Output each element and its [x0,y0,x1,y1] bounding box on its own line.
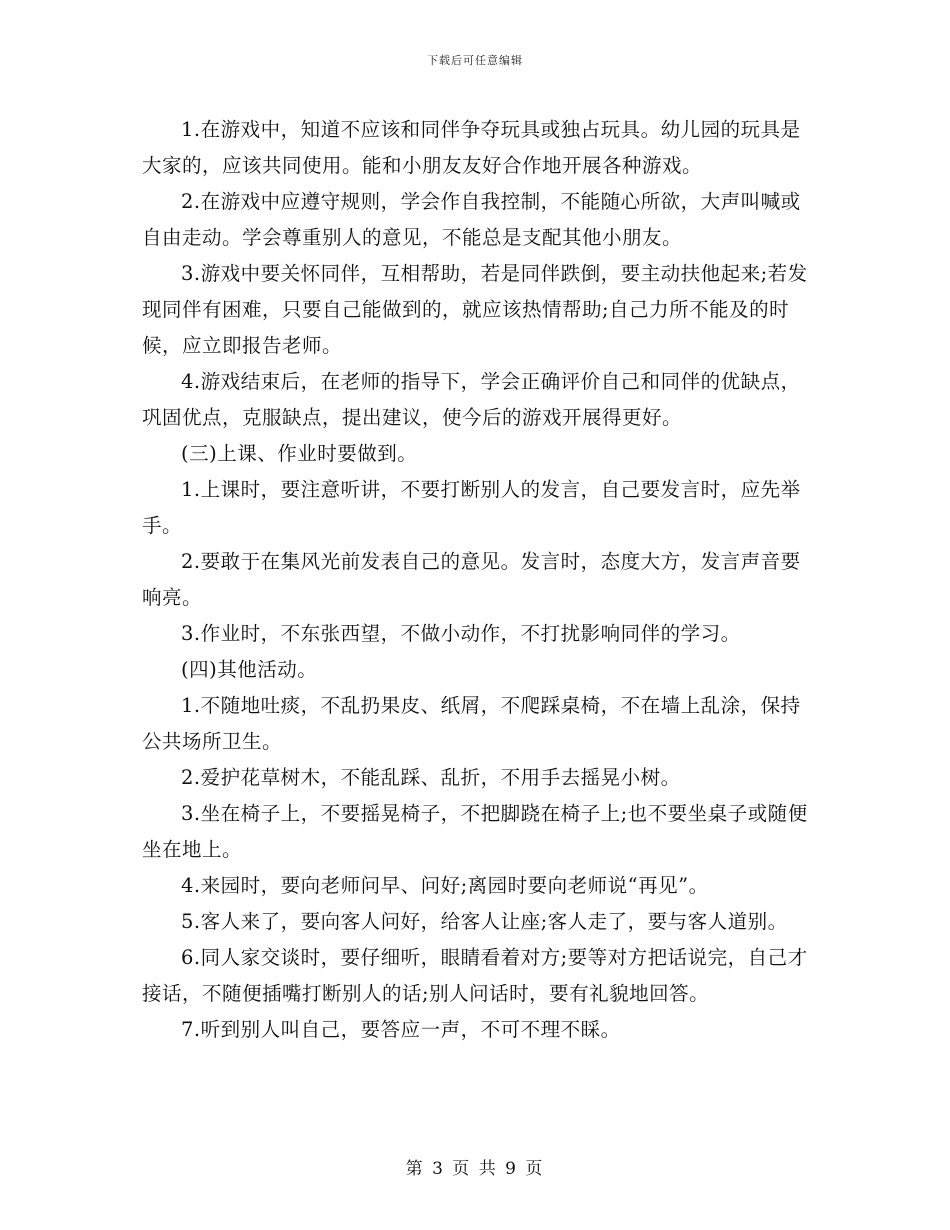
paragraph-other-6: 6.同人家交谈时，要仔细听，眼睛看着对方;要等对方把话说完，自己才接话，不随便插嘴打断别人的话;别人问话时，要有礼貌地回答。 [142,946,808,1005]
paragraph-game-4: 4.游戏结束后，在老师的指导下，学会正确评价自己和同伴的优缺点，巩固优点，克服缺点，提出建议，使今后的游戏开展得更好。 [142,370,801,429]
paragraph-other-4: 4.来园时，要向老师问早、问好;离园时要向老师说“再见”。 [181,874,709,897]
paragraph-game-1: 1.在游戏中，知道不应该和同伴争夺玩具或独占玩具。幼儿园的玩具是大家的，应该共同使用。能和小朋友友好合作地开展各种游戏。 [142,118,801,177]
section-heading-class: (三)上课、作业时要做到。 [181,442,418,465]
document-body [142,112,814,1048]
paragraph-class-2: 2.要敢于在集风光前发表自己的意见。发言时，态度大方，发言声音要响亮。 [142,550,801,609]
page-header: 下载后可任意编辑 [427,54,523,67]
paragraph-other-3: 3.坐在椅子上，不要摇晃椅子，不把脚跷在椅子上;也不要坐桌子或随便坐在地上。 [142,802,808,861]
paragraph-game-2: 2.在游戏中应遵守规则，学会作自我控制，不能随心所欲，大声叫喊或自由走动。学会尊重别人的意见，不能总是支配其他小朋友。 [142,190,801,249]
paragraph-game-3: 3.游戏中要关怀同伴，互相帮助，若是同伴跌倒，要主动扶他起来;若发现同伴有困难，只要自己能做到的，就应该热情帮助;自己力所不能及的时候，应立即报告老师。 [142,262,808,357]
paragraph-other-7: 7.听到别人叫自己，要答应一声，不可不理不睬。 [181,1018,621,1041]
paragraph-class-3: 3.作业时，不东张西望，不做小动作，不打扰影响同伴的学习。 [181,622,741,645]
paragraph-other-2: 2.爱护花草树木，不能乱踩、乱折，不用手去摇晃小树。 [181,766,681,789]
paragraph-other-1: 1.不随地吐痰，不乱扔果皮、纸屑，不爬踩桌椅，不在墙上乱涂，保持公共场所卫生。 [142,694,801,753]
paragraph-other-5: 5.客人来了，要向客人问好，给客人让座;客人走了，要与客人道别。 [181,910,788,933]
paragraph-class-1: 1.上课时，要注意听讲，不要打断别人的发言，自己要发言时，应先举手。 [142,478,801,537]
section-heading-other: (四)其他活动。 [181,658,318,681]
page-number: 第 3 页 共 9 页 [405,1159,545,1179]
